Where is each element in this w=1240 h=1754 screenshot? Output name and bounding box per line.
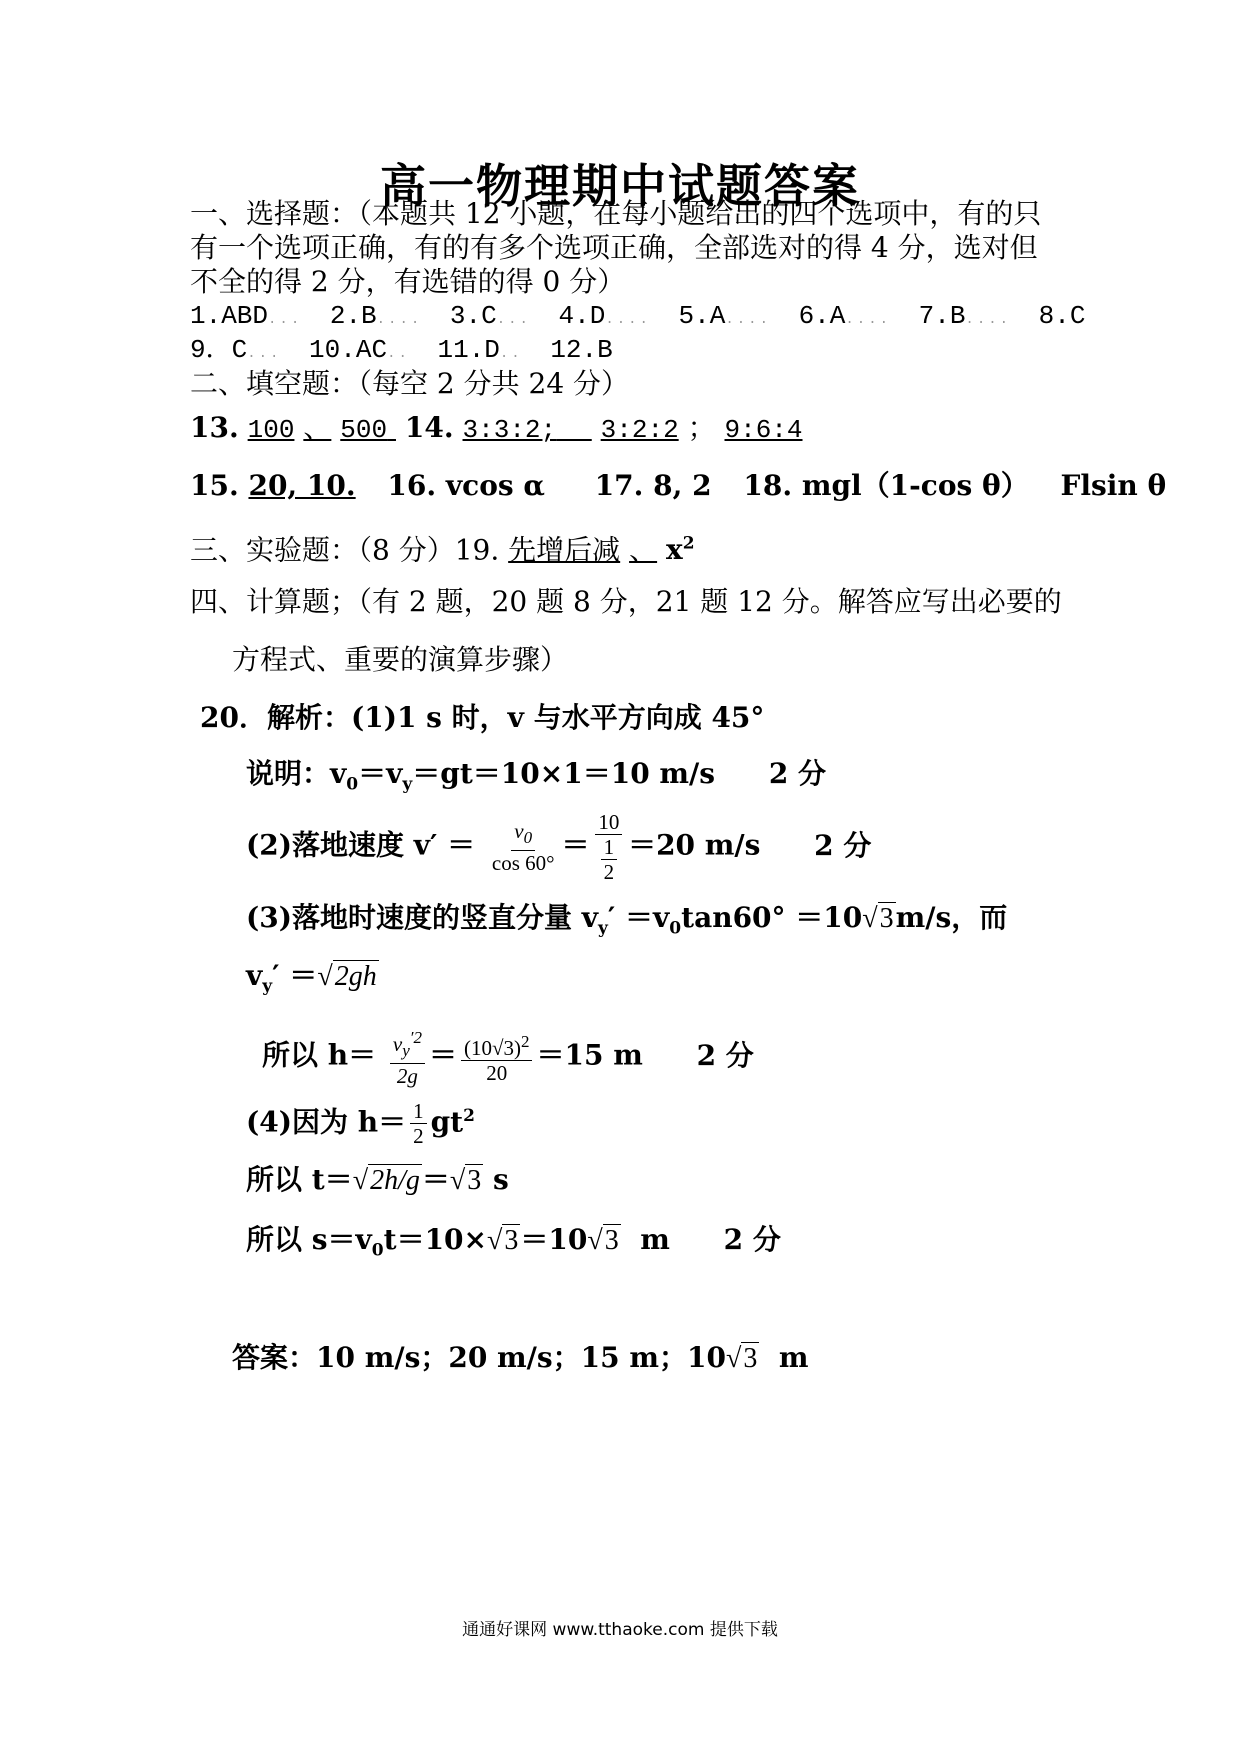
q20-step3b: $v_y' =√2gh$ (246, 959, 377, 997)
q20-step3c: 所以 h＝ $\frac{v_y^{'2}}{2g}$ ＝ $\frac{(10√3)^2}{20}$ ＝15 m 2 分 (262, 1028, 754, 1089)
q19-separator: 、 (629, 533, 658, 567)
q19-answer-1: 先增后减 (508, 533, 621, 567)
q14-separator: ； (687, 411, 716, 444)
q18-label: 18. (743, 469, 793, 502)
score-step6: 2 分 (723, 1223, 781, 1256)
q16-label: 16. (387, 469, 437, 502)
section1-heading-line3: 不全的得 2 分，有选错的得 0 分） (190, 265, 626, 298)
answer-9: 9．C (190, 335, 248, 365)
score-step1: 2 分 (768, 757, 827, 790)
q20-step1: 说明：$v_0=v_y=gt=10\times 1=10$ m/s 2 分 (246, 757, 827, 795)
answer-12: 12.B (550, 335, 613, 365)
q20-step5: 所以 t＝√2h/g＝√3 s (246, 1163, 509, 1196)
q16-answer: vcos α (445, 469, 545, 502)
q15-answer: 20, 10. (248, 469, 356, 502)
answer-6: 6.A (798, 301, 846, 331)
q14-answer-3: 9:6:4 (724, 415, 803, 445)
answer-3: 3.C (449, 301, 497, 331)
answer-8: 8.C (1038, 301, 1086, 331)
answer-7: 7.B (918, 301, 966, 331)
section3-line (190, 526, 695, 568)
page-title: 高一物理期中试题答案 (380, 159, 860, 213)
q17-label: 17. (594, 469, 644, 502)
q13-label: 13. (190, 411, 239, 444)
q13-separator: 、 (303, 411, 332, 444)
fill-answers-row1 (190, 410, 803, 448)
answer-2: 2.B (329, 301, 377, 331)
answer-4: 4.D (558, 301, 606, 331)
section1-heading-line2: 有一个选项正确，有的有多个选项正确，全部选对的得 4 分，选对但 (190, 231, 1038, 264)
section1-heading-line1: 一、选择题：（本题共 12 小题，在每小题给出的四个选项中，有的只 (190, 197, 1042, 230)
q20-step4: (4)因为 h＝ $\frac{1}{2}$ $gt^2$ (246, 1099, 475, 1149)
section3-heading: 三、实验题：（8 分）19. (190, 533, 500, 567)
q13-answer-1: 100 (247, 415, 295, 445)
q17-answer: 8, 2 (653, 469, 712, 502)
answer-11: 11.D (437, 335, 500, 365)
q19-answer-2: $x^2$ (666, 533, 695, 567)
section4-heading-line1: 四、计算题；（有 2 题，20 题 8 分，21 题 12 分。解答应写出必要的 (190, 585, 1062, 618)
q20-step2: (2)落地速度 v′ ＝ $\frac{v_0}{\cos 60^\circ}$ ＝ $\frac{10}{\frac{1}{2}}$ ＝20 m/s 2 分 (246, 810, 872, 884)
score-step3: 2 分 (696, 1038, 754, 1072)
fill-answers-row2 (190, 468, 1166, 504)
q14-answer-2: 3:2:2 (600, 415, 679, 445)
answer-10: 10.AC (309, 335, 388, 365)
score-step2: 2 分 (814, 828, 872, 862)
q14-label: 14. (404, 411, 454, 444)
q15-label: 15. (190, 469, 239, 502)
q20-step6: 所以 $s=v_0t=10\times√3=10√3$ m 2 分 (246, 1223, 781, 1261)
section4-heading-line2: 方程式、重要的演算步骤） (232, 643, 569, 676)
q20-step3: (3)落地时速度的竖直分量 $v_y' =v_0\tan 60^\circ =10√3m/s$，而 (246, 901, 1008, 939)
choice-answers-row2: 9．C... 10.AC.. 11.D.. 12.B (190, 335, 613, 365)
q18-answer-2: Flsin θ (1060, 469, 1167, 502)
q20-intro: 20．解析：(1)1 s 时，v 与水平方向成 45° (200, 701, 765, 734)
answer-5: 5.A (678, 301, 726, 331)
q14-answer-1: 3:3:2; (462, 415, 557, 445)
q13-answer-2: 500 (340, 415, 388, 445)
q18-answer-1: mgl（1-cos θ） (801, 469, 1029, 502)
q20-final-answer: 答案：10 m/s；20 m/s；15 m；10√3 m (232, 1341, 809, 1374)
section2-heading: 二、填空题：（每空 2 分共 24 分） (190, 367, 630, 400)
footer-source: 通通好课网 www.tthaoke.com 提供下载 (462, 1620, 778, 1640)
answer-1: 1.ABD (190, 301, 269, 331)
choice-answers-row1: 1.ABD... 2.B.... 3.C... 4.D.... 5.A.... 6.A.... 7.B.... 8.C (190, 301, 1086, 331)
